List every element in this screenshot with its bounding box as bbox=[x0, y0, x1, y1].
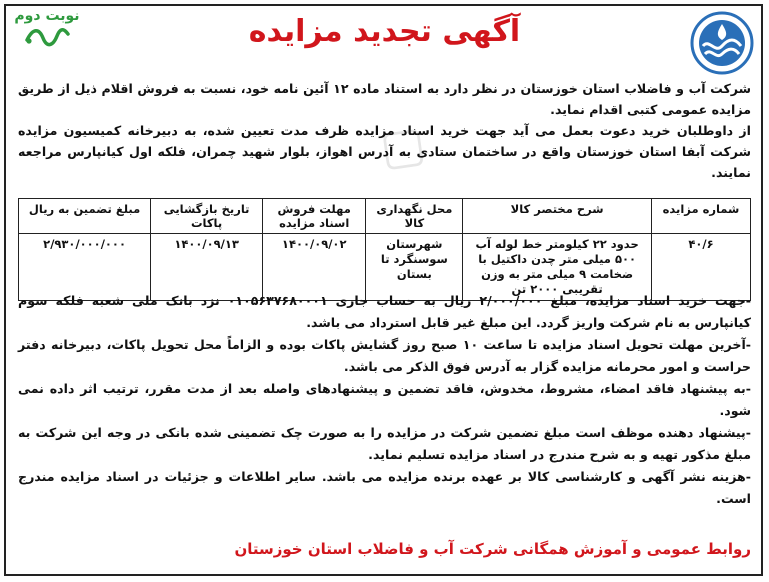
note-item: -پیشنهاد دهنده موظف است مبلغ تضمین شرکت در مزایده را به صورت چک تضمینی شده بانکی در وجه این شرکت به مبلغ مذکور تهیه و به شرح مندرج در اسناد مزایده تسلیم نماید. bbox=[18, 425, 751, 462]
round-badge-label: نوبت دوم bbox=[14, 8, 80, 24]
note-item: -جهت خرید اسناد مزایده، مبلغ ۲/۰۰۰/۰۰۰ ریال به حساب جاری ۰۱۰۵۶۳۷۶۸۰۰۰۱ نزد بانک ملی شعبه فلکه سوم کیانپارس به نام شرکت واریز گردد. این مبلغ غیر قابل استرداد می باشد. bbox=[18, 293, 751, 330]
col-header-guarantee: مبلغ تضمین به ریال bbox=[19, 199, 151, 234]
invitation-paragraph: از داوطلبان خرید دعوت بعمل می آید جهت خرید اسناد مزایده ظرف مدت تعیین شده، به دبیرخانه کمیسیون مزایده شرکت آبفا استان خوزستان واقع در ساختمان ستادی به آدرس اهواز، بلوار شهید چمران، فلکه اول کیانپارس مراجعه نمایند. bbox=[18, 123, 751, 180]
watermark: ▢ bbox=[376, 115, 430, 177]
cell-guarantee: ۲/۹۳۰/۰۰۰/۰۰۰ bbox=[19, 234, 151, 301]
note-item: -آخرین مهلت تحویل اسناد مزایده تا ساعت ۱۰ صبح روز گشایش پاکات بوده و الزاماً محل تحویل پاکات، دبیرخانه دفتر حراست و امور محرمانه مزایده گزار به آدرس فوق الذکر می باشد. bbox=[18, 337, 751, 374]
col-header-location: محل نگهداری کالا bbox=[366, 199, 463, 234]
notes-list bbox=[18, 290, 751, 510]
note-item: -هزینه نشر آگهی و کارشناسی کالا بر عهده برنده مزایده می باشد. سایر اطلاعات و جزئیات در اسناد مزایده مندرج است. bbox=[18, 469, 751, 506]
footer-signature: روابط عمومی و آموزش همگانی شرکت آب و فاضلاب استان خوزستان bbox=[234, 540, 751, 558]
col-header-sale-deadline: مهلت فروش اسناد مزایده bbox=[263, 199, 366, 234]
col-header-description: شرح مختصر کالا bbox=[463, 199, 652, 234]
col-header-number: شماره مزایده bbox=[651, 199, 750, 234]
auction-table bbox=[18, 198, 751, 301]
cell-number: ۴۰/۶ bbox=[651, 234, 750, 301]
cell-location: شهرستان سوسنگرد تا بستان bbox=[366, 234, 463, 301]
col-header-opening-date: تاریخ بازگشایی پاکات bbox=[151, 199, 263, 234]
table-header-row bbox=[19, 199, 751, 234]
cell-opening-date: ۱۴۰۰/۰۹/۱۳ bbox=[151, 234, 263, 301]
note-item: -به پیشنهاد فاقد امضاء، مشروط، مخدوش، فاقد تضمین و پیشنهادهای واصله بعد از مدت مقرر، ترتیب اثر داده نمی شود. bbox=[18, 381, 751, 418]
intro-paragraph: شرکت آب و فاضلاب استان خوزستان در نظر دارد به استناد ماده ۱۲ آئین نامه خود، نسبت به فروش اقلام ذیل از طریق مزایده عمومی کتبی اقدام نماید. bbox=[18, 81, 752, 117]
cell-sale-deadline: ۱۴۰۰/۰۹/۰۲ bbox=[263, 234, 366, 301]
page-title: آگهی تجدید مزایده bbox=[248, 14, 521, 49]
cell-description: حدود ۲۲ کیلومتر خط لوله آب ۵۰۰ میلی متر چدن داکتیل با ضخامت ۹ میلی متر به وزن تقریبی ۲۰۰۰ تن bbox=[463, 234, 652, 301]
